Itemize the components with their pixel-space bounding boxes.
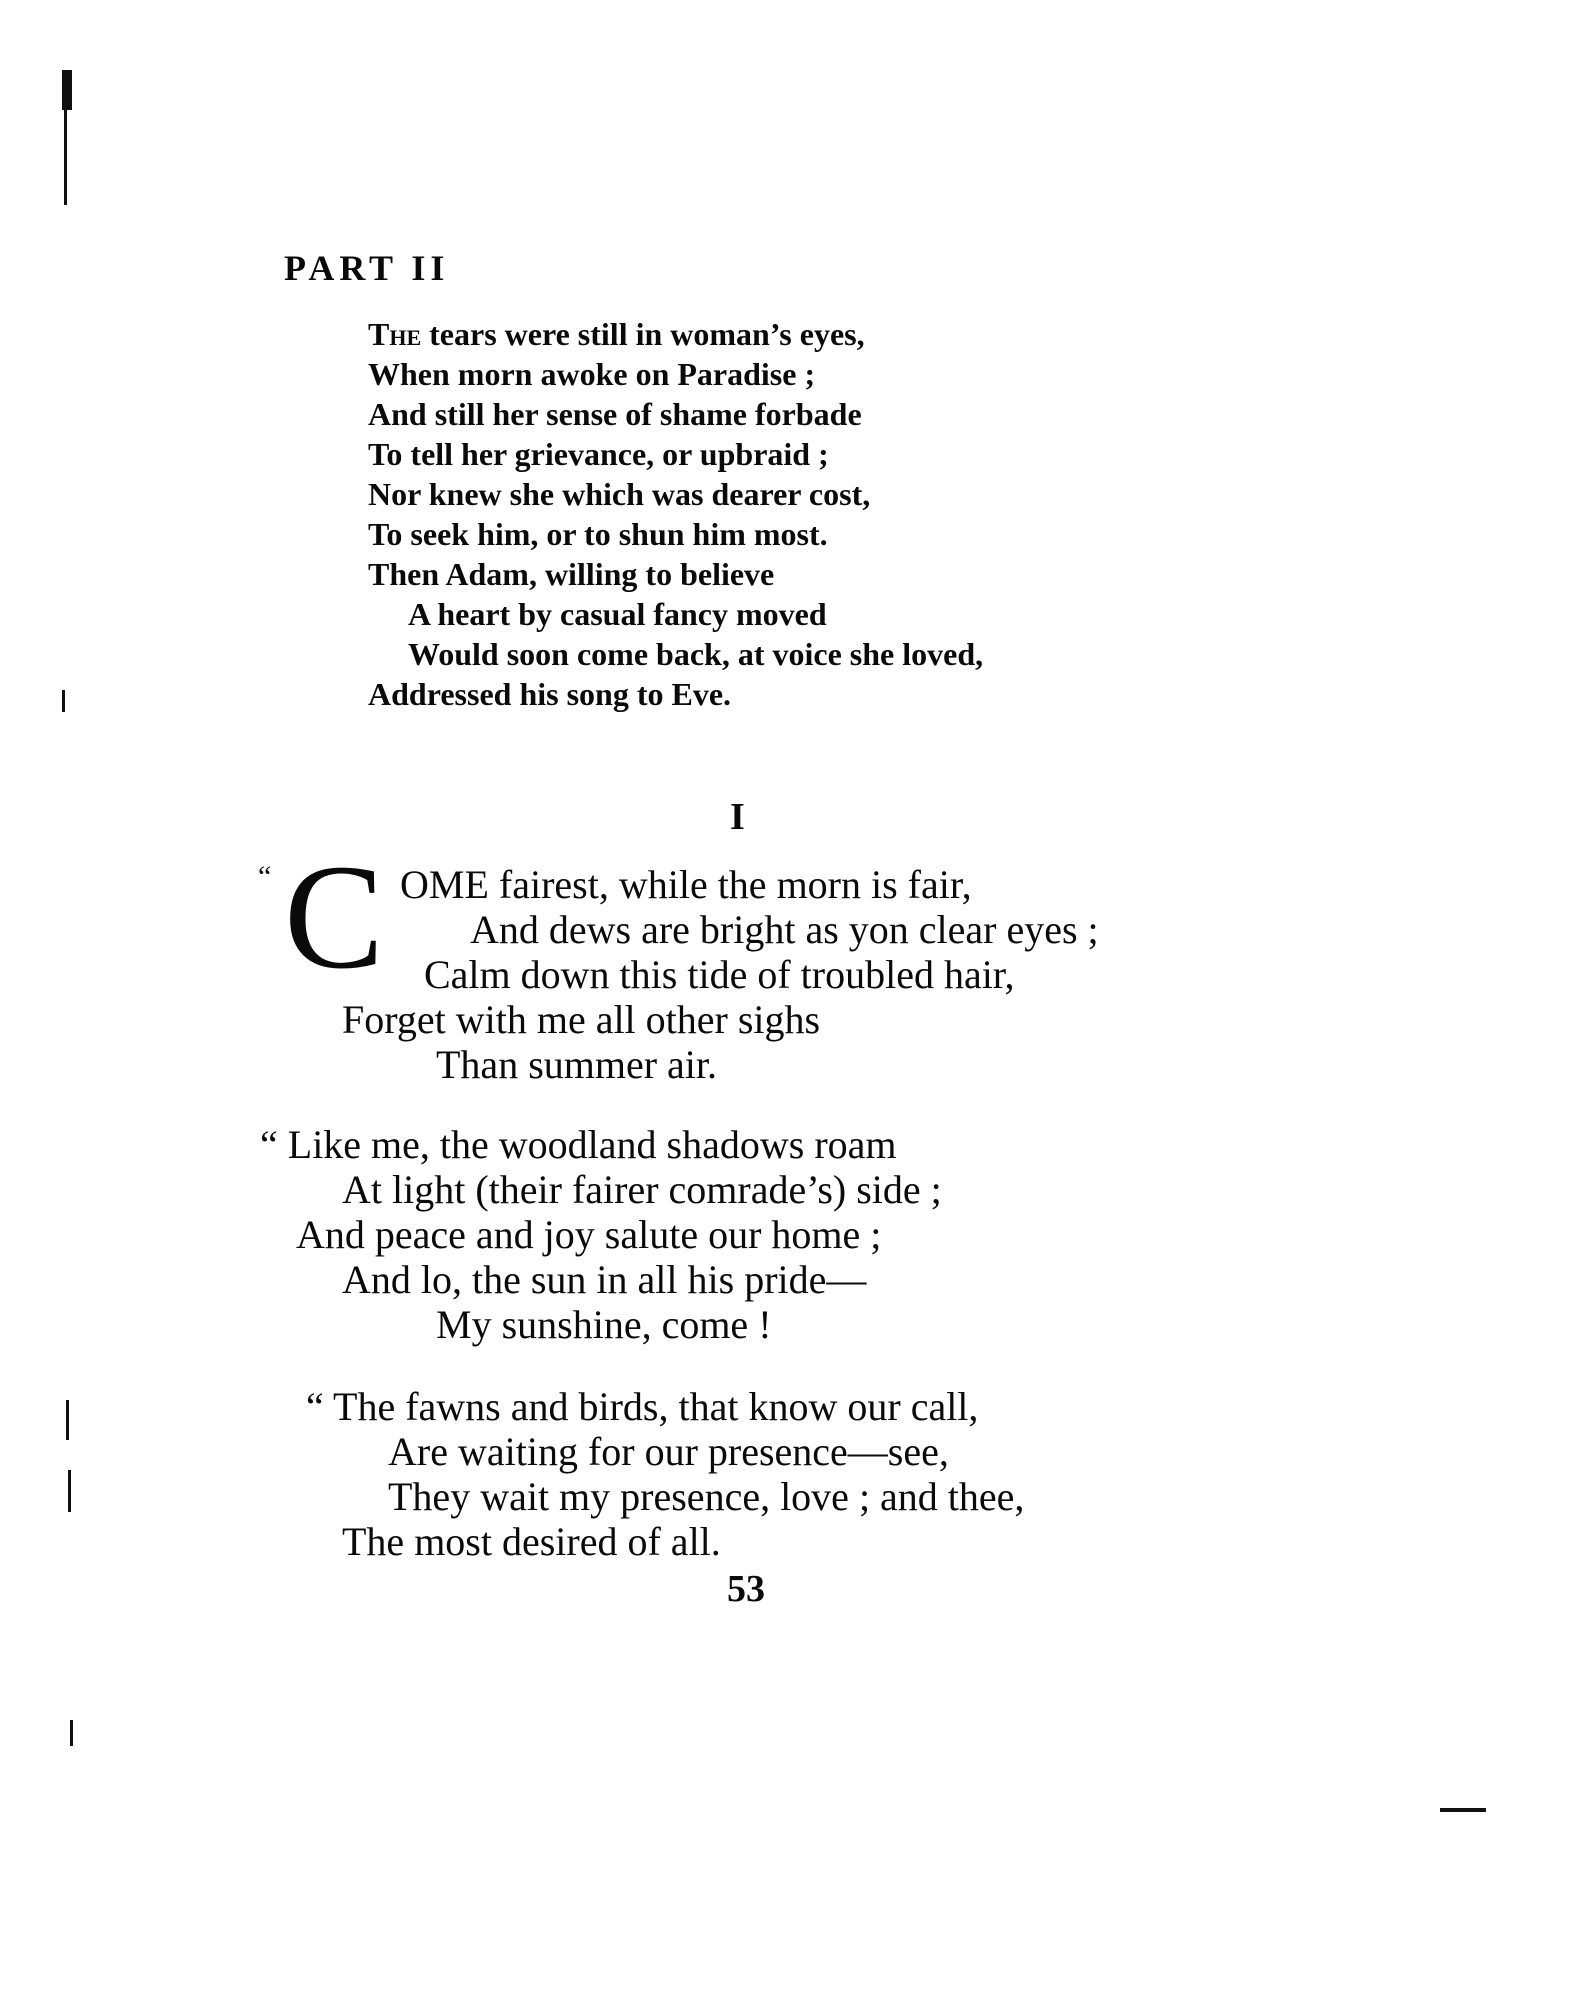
intro-line: Would soon come back, at voice she loved,	[408, 636, 984, 672]
intro-line	[368, 314, 983, 354]
open-quote: “	[258, 860, 272, 893]
stanza-1	[0, 862, 1584, 1087]
drop-cap: C	[284, 834, 385, 1000]
verse-line: And dews are bright as yon clear eyes ;	[470, 907, 1099, 952]
verse-line: “ The fawns and birds, that know our call,	[306, 1384, 979, 1429]
intro-line: A heart by casual fancy moved	[408, 596, 827, 632]
verse-line: Forget with me all other sighs	[342, 997, 821, 1042]
intro-line: And still her sense of shame forbade	[368, 396, 862, 432]
part-heading: PART II	[284, 248, 450, 288]
verse-line: And peace and joy salute our home ;	[296, 1212, 882, 1257]
verse-line: My sunshine, come !	[436, 1302, 772, 1347]
section-numeral: I	[730, 796, 745, 838]
scan-mark	[1440, 1808, 1486, 1812]
verse-line: OME fairest, while the morn is fair,	[400, 862, 972, 907]
intro-line-text: tears were still in woman’s eyes,	[421, 316, 865, 352]
intro-line: To seek him, or to shun him most.	[368, 516, 828, 552]
intro-line: When morn awoke on Paradise ;	[368, 356, 816, 392]
verse-line: The most desired of all.	[342, 1519, 721, 1564]
verse-line: Calm down this tide of troubled hair,	[424, 952, 1015, 997]
verse-line: And lo, the sun in all his pride—	[342, 1257, 867, 1302]
intro-verse	[368, 314, 983, 714]
verse-line: Than summer air.	[436, 1042, 718, 1087]
intro-line: Nor knew she which was dearer cost,	[368, 476, 871, 512]
verse-line: “ Like me, the woodland shadows roam	[260, 1122, 897, 1167]
verse-line: They wait my presence, love ; and thee,	[388, 1474, 1025, 1519]
scan-mark	[64, 110, 67, 205]
scan-mark	[62, 70, 72, 110]
stanza-3	[0, 1384, 1584, 1564]
scan-mark	[70, 1720, 73, 1746]
intro-line: Addressed his song to Eve.	[368, 676, 732, 712]
intro-line: To tell her grievance, or upbraid ;	[368, 436, 829, 472]
intro-first-word: The	[368, 316, 422, 352]
intro-line: Then Adam, willing to believe	[368, 556, 775, 592]
verse-line: Are waiting for our presence—see,	[388, 1429, 949, 1474]
stanza-2	[0, 1122, 1584, 1347]
verse-line: At light (their fairer comrade’s) side ;	[342, 1167, 942, 1212]
page-number: 53	[727, 1568, 765, 1610]
scan-mark	[62, 690, 65, 712]
